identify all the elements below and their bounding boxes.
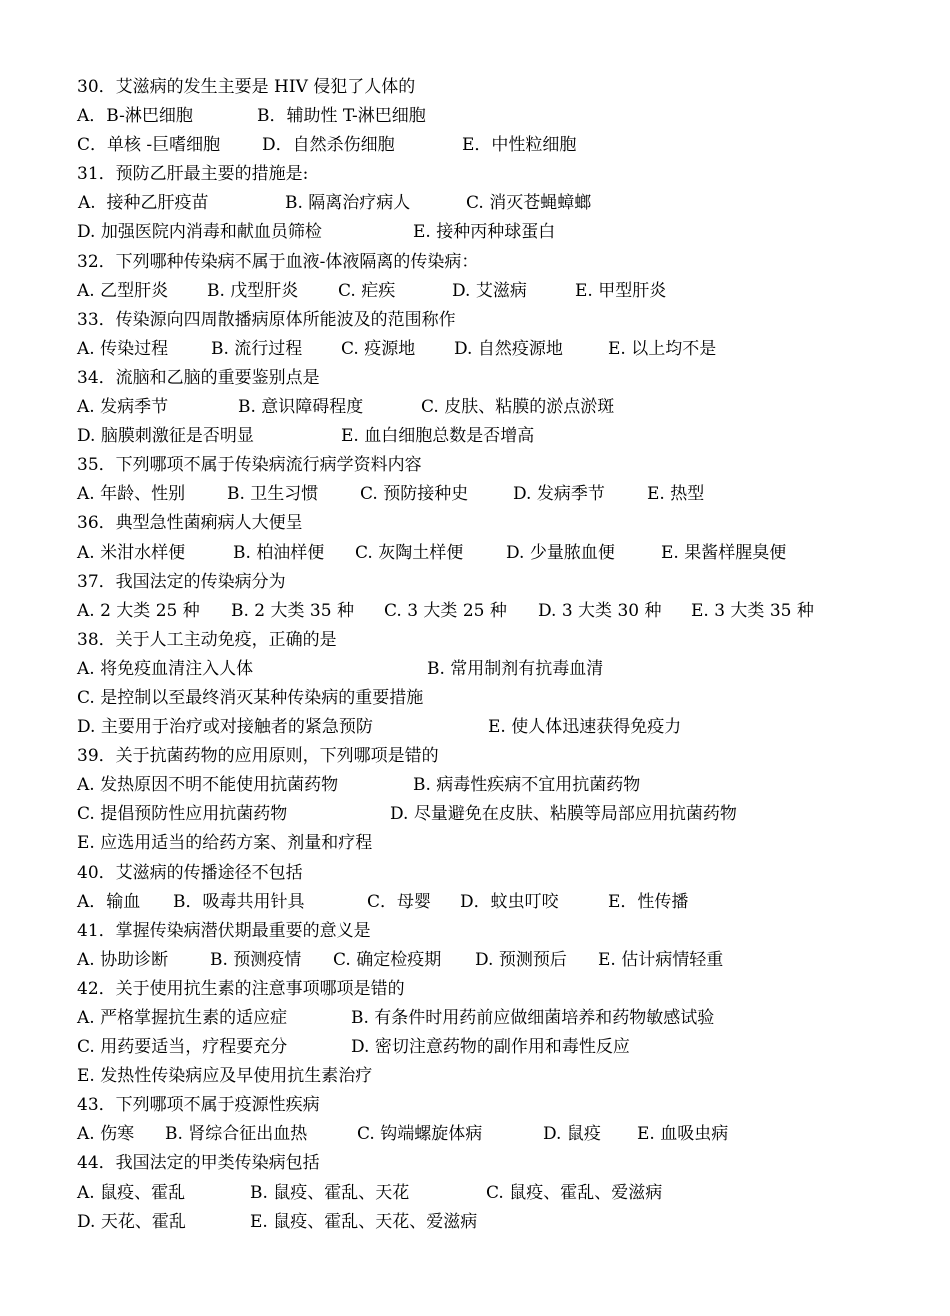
text-line: [0, 1033, 950, 1062]
option-text: D．自然杀伤细胞: [262, 135, 395, 156]
text-line: [0, 277, 950, 306]
text-line: [0, 480, 950, 509]
line-start-text: D. 天花、霍乱: [77, 1211, 186, 1232]
option-text: B. 流行过程: [211, 338, 303, 359]
option-text: D. 预测预后: [475, 949, 567, 970]
text-line: [0, 975, 950, 1004]
option-text: B. 意识障碍程度: [238, 397, 364, 418]
text-line: [0, 859, 950, 888]
line-start-text: 35．下列哪项不属于传染病流行病学资料内容: [77, 455, 422, 476]
option-text: C. 灰陶土样便: [355, 542, 464, 563]
line-start-text: A. 鼠疫、霍乱: [77, 1182, 186, 1203]
text-line: [0, 335, 950, 364]
line-start-text: A. 发病季节: [77, 397, 169, 418]
text-line: [0, 597, 950, 626]
line-start-text: D. 主要用于治疗或对接触者的紧急预防: [77, 717, 373, 738]
line-start-text: A. 年龄、性别: [77, 484, 186, 505]
option-text: B. 卫生习惯: [227, 484, 319, 505]
text-line: [0, 1004, 950, 1033]
text-line: [0, 626, 950, 655]
option-text: E．中性粒细胞: [462, 135, 577, 156]
line-start-text: A. 乙型肝炎: [77, 280, 169, 301]
line-start-text: D. 脑膜刺激征是否明显: [77, 426, 254, 447]
option-text: B. 有条件时用药前应做细菌培养和药物敏感试验: [351, 1008, 715, 1028]
line-start-text: 32．下列哪种传染病不属于血液-体液隔离的传染病：: [77, 251, 479, 272]
line-start-text: C．单核 -巨嗜细胞: [77, 135, 221, 156]
option-text: E. 热型: [647, 484, 705, 505]
line-start-text: E. 发热性传染病应及早使用抗生素治疗: [77, 1066, 373, 1087]
option-text: E. 以上均不是: [608, 338, 717, 359]
line-start-text: 42．关于使用抗生素的注意事项哪项是错的: [77, 978, 405, 999]
option-text: B. 肾综合征出血热: [165, 1124, 308, 1145]
text-line: [0, 422, 950, 451]
line-start-text: 34．流脑和乙脑的重要鉴别点是: [77, 367, 320, 388]
line-start-text: D. 加强医院内消毒和献血员筛检: [77, 222, 322, 243]
option-text: E．性传播: [608, 891, 689, 912]
text-line: [0, 102, 950, 131]
text-line: [0, 1208, 950, 1237]
line-start-text: A. 米泔水样便: [77, 542, 186, 563]
text-line: [0, 364, 950, 393]
option-text: B. 隔离治疗病人: [285, 193, 411, 214]
line-start-text: 38．关于人工主动免疫，正确的是: [77, 629, 337, 650]
text-line: [0, 1062, 950, 1091]
line-start-text: A. 2 大类 25 种: [77, 600, 200, 621]
text-line: [0, 1179, 950, 1208]
option-text: C. 皮肤、粘膜的淤点淤斑: [421, 397, 615, 418]
line-start-text: 36．典型急性菌痢病人大便呈: [77, 513, 303, 534]
option-text: D. 尽量避免在皮肤、粘膜等局部应用抗菌药物: [390, 804, 737, 825]
text-line: [0, 946, 950, 975]
text-line: [0, 1120, 950, 1149]
text-line: [0, 684, 950, 713]
option-text: B. 常用制剂有抗毒血清: [427, 658, 604, 679]
line-start-text: 39．关于抗菌药物的应用原则，下列哪项是错的: [77, 746, 439, 767]
line-start-text: A. 传染过程: [77, 338, 169, 359]
text-line: [0, 568, 950, 597]
line-start-text: A. 严格掌握抗生素的适应症: [77, 1008, 288, 1028]
text-line: [0, 218, 950, 247]
option-text: E. 甲型肝炎: [575, 280, 667, 301]
option-text: E. 血白细胞总数是否增高: [341, 426, 535, 447]
line-start-text: 37．我国法定的传染病分为: [77, 571, 286, 592]
text-line: [0, 655, 950, 684]
option-text: E. 接种丙种球蛋白: [413, 222, 556, 243]
option-text: B. 2 大类 35 种: [231, 600, 354, 621]
line-start-text: C. 提倡预防性应用抗菌药物: [77, 804, 288, 825]
line-start-text: 40．艾滋病的传播途径不包括: [77, 862, 303, 883]
text-line: [0, 1149, 950, 1178]
option-text: E. 鼠疫、霍乱、天花、爱滋病: [250, 1211, 478, 1232]
option-text: E. 血吸虫病: [637, 1124, 729, 1145]
option-text: D．蚊虫叮咬: [460, 891, 559, 912]
text-line: [0, 713, 950, 742]
text-line: [0, 160, 950, 189]
option-text: D. 3 大类 30 种: [538, 600, 662, 621]
option-text: B. 预测疫情: [210, 949, 302, 970]
line-start-text: E. 应选用适当的给药方案、剂量和疗程: [77, 833, 373, 854]
text-line: [0, 800, 950, 829]
option-text: E. 使人体迅速获得免疫力: [488, 717, 682, 738]
line-start-text: A. 伤寒: [77, 1124, 135, 1145]
option-text: C. 3 大类 25 种: [384, 600, 507, 621]
option-text: C. 预防接种史: [360, 484, 469, 505]
line-start-text: A. 发热原因不明不能使用抗菌药物: [77, 775, 339, 796]
line-start-text: A．输血: [77, 891, 141, 912]
option-text: C．母婴: [367, 891, 432, 912]
text-line: [0, 189, 950, 218]
option-text: C. 消灭苍蝇蟑螂: [466, 193, 592, 214]
option-text: D. 自然疫源地: [454, 338, 563, 359]
exam-document: [0, 73, 950, 1237]
option-text: B. 鼠疫、霍乱、天花: [250, 1182, 410, 1203]
option-text: C. 钩端螺旋体病: [357, 1124, 483, 1145]
line-start-text: 43．下列哪项不属于疫源性疾病: [77, 1095, 320, 1116]
option-text: C. 疫源地: [341, 338, 416, 359]
text-line: [0, 917, 950, 946]
line-start-text: 33．传染源向四周散播病原体所能波及的范围称作: [77, 309, 456, 330]
option-text: C. 鼠疫、霍乱、爱滋病: [486, 1182, 663, 1203]
line-start-text: A．B-淋巴细胞: [77, 106, 193, 127]
option-text: D. 艾滋病: [452, 280, 527, 301]
text-line: [0, 888, 950, 917]
option-text: D. 少量脓血便: [506, 542, 615, 563]
line-start-text: 30．艾滋病的发生主要是 HIV 侵犯了人体的: [77, 77, 416, 97]
option-text: E. 3 大类 35 种: [691, 600, 814, 621]
line-start-text: 44．我国法定的甲类传染病包括: [77, 1153, 320, 1174]
line-start-text: A. 将免疫血清注入人体: [77, 658, 254, 679]
text-line: [0, 539, 950, 568]
option-text: E. 果酱样腥臭便: [661, 542, 787, 563]
text-line: [0, 73, 950, 102]
line-start-text: C. 是控制以至最终消灭某种传染病的重要措施: [77, 687, 424, 708]
line-start-text: 31．预防乙肝最主要的措施是:: [77, 164, 309, 185]
option-text: D. 鼠疫: [543, 1124, 601, 1145]
text-line: [0, 393, 950, 422]
option-text: B. 柏油样便: [233, 542, 325, 563]
option-text: D. 密切注意药物的副作用和毒性反应: [351, 1037, 630, 1058]
line-start-text: A. 协助诊断: [77, 949, 169, 970]
text-line: [0, 1091, 950, 1120]
text-line: [0, 131, 950, 160]
text-line: [0, 829, 950, 858]
text-line: [0, 509, 950, 538]
line-start-text: A. 接种乙肝疫苗: [78, 193, 209, 214]
option-text: C. 疟疾: [338, 280, 396, 301]
option-text: C. 确定检疫期: [333, 949, 442, 970]
text-line: [0, 451, 950, 480]
text-line: [0, 771, 950, 800]
text-line: [0, 742, 950, 771]
option-text: B. 戊型肝炎: [207, 280, 299, 301]
option-text: E. 估计病情轻重: [598, 949, 724, 970]
text-line: [0, 248, 950, 277]
line-start-text: C. 用药要适当，疗程要充分: [77, 1037, 288, 1058]
text-line: [0, 306, 950, 335]
option-text: B．吸毒共用针具: [173, 891, 305, 912]
option-text: D. 发病季节: [513, 484, 605, 505]
option-text: B. 病毒性疾病不宜用抗菌药物: [413, 775, 641, 796]
line-start-text: 41．掌握传染病潜伏期最重要的意义是: [77, 920, 371, 941]
option-text: B．辅助性 T-淋巴细胞: [257, 106, 426, 127]
